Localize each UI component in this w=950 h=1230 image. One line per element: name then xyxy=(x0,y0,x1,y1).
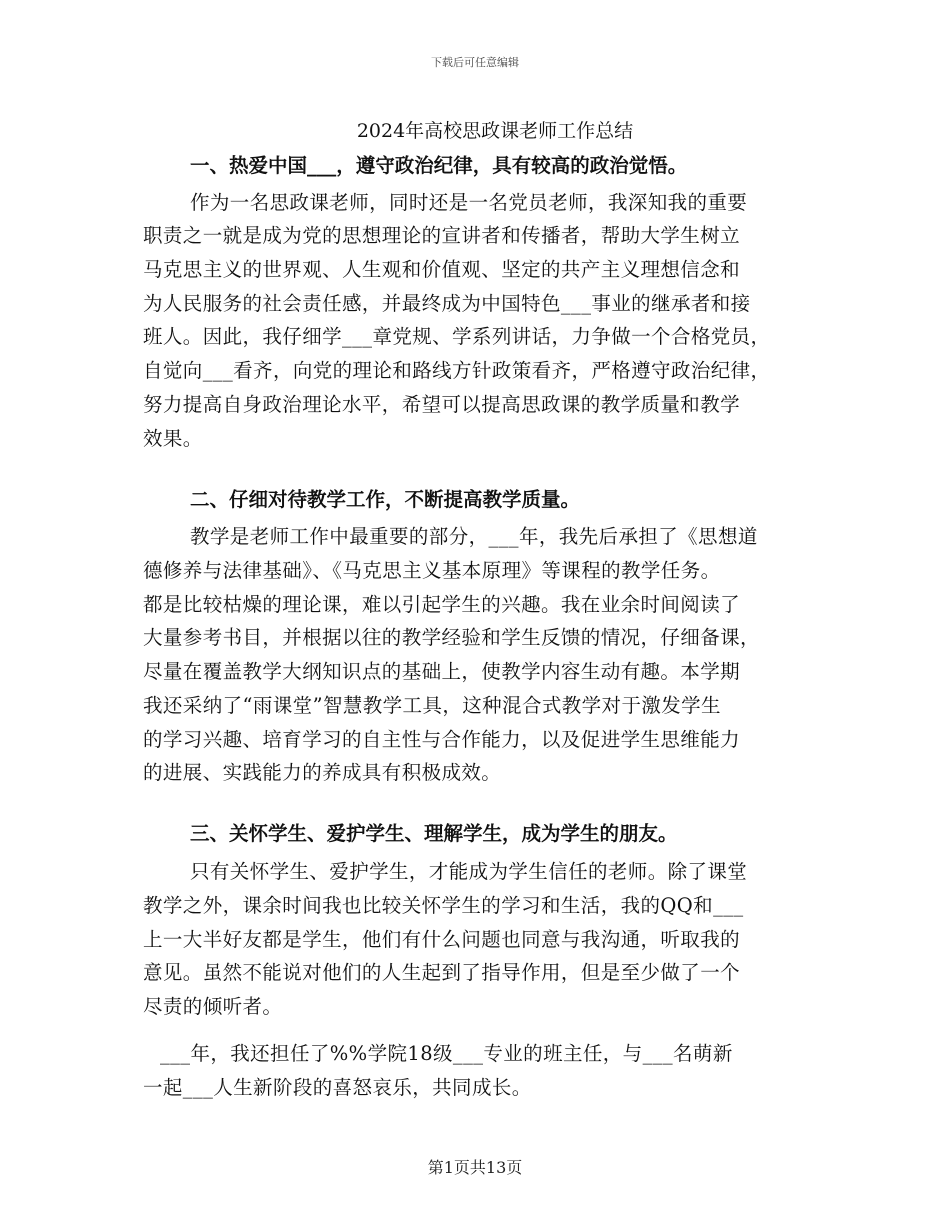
paragraph-line: 尽责的倾听者。 xyxy=(143,995,283,1018)
page-footer: 第1页共13页 xyxy=(427,1158,523,1177)
paragraph-line: 的学习兴趣、培育学习的自主性与合作能力，以及促进学生思维能力 xyxy=(143,728,741,751)
section-2-heading: 二、仔细对待教学工作，不断提高教学质量。 xyxy=(190,488,581,511)
paragraph-line: 一起___人生新阶段的喜怒哀乐，共同成长。 xyxy=(143,1076,532,1099)
document-title: 2024年高校思政课老师工作总结 xyxy=(356,120,634,142)
paragraph-line: 教学之外，课余时间我也比较关怀学生的学习和生活，我的QQ和___ xyxy=(143,894,744,917)
paragraph-line: 意见。虽然不能说对他们的人生起到了指导作用，但是至少做了一个 xyxy=(143,961,741,984)
paragraph-line: 效果。 xyxy=(143,427,203,450)
paragraph-line: 我还采纳了“雨课堂”智慧教学工具，这种混合式教学对于激发学生 xyxy=(143,694,721,717)
header-note: 下载后可任意编辑 xyxy=(431,56,519,69)
paragraph-line: ___年，我还担任了%%学院18级___专业的班主任，与___名萌新 xyxy=(160,1042,733,1065)
paragraph-line: 德修养与法律基础》、《马克思主义基本原理》等课程的教学任务。 xyxy=(143,559,721,582)
section-1-heading: 一、热爱中国___，遵守政治纪律，具有较高的政治觉悟。 xyxy=(190,154,688,177)
paragraph-line: 教学是老师工作中最重要的部分，___年，我先后承担了《思想道 xyxy=(190,525,758,548)
paragraph-line: 上一大半好友都是学生，他们有什么问题也同意与我沟通，听取我的 xyxy=(143,928,741,951)
paragraph-line: 都是比较枯燥的理论课，难以引起学生的兴趣。我在业余时间阅读了 xyxy=(143,593,741,616)
paragraph-line: 自觉向___看齐，向党的理论和路线方针政策看齐，严格遵守政治纪律， xyxy=(143,359,771,382)
paragraph-line: 努力提高自身政治理论水平，希望可以提高思政课的教学质量和教学 xyxy=(143,393,741,416)
paragraph-line: 作为一名思政课老师，同时还是一名党员老师，我深知我的重要 xyxy=(190,191,748,214)
paragraph-line: 班人。因此，我仔细学___章党规、学系列讲话，力争做一个合格党员， xyxy=(143,325,771,348)
section-3-heading: 三、关怀学生、爱护学生、理解学生，成为学生的朋友。 xyxy=(190,822,678,845)
paragraph-line: 为人民服务的社会责任感，并最终成为中国特色___事业的继承者和接 xyxy=(143,292,751,315)
paragraph-line: 的进展、实践能力的养成具有积极成效。 xyxy=(143,761,502,784)
paragraph-line: 只有关怀学生、爱护学生，才能成为学生信任的老师。除了课堂 xyxy=(190,860,748,883)
paragraph-line: 大量参考书目，并根据以往的教学经验和学生反馈的情况，仔细备课， xyxy=(143,626,760,649)
paragraph-line: 马克思主义的世界观、人生观和价值观、坚定的共产主义理想信念和 xyxy=(143,258,741,281)
paragraph-line: 尽量在覆盖教学大纲知识点的基础上，使教学内容生动有趣。本学期 xyxy=(143,660,741,683)
paragraph-line: 职责之一就是成为党的思想理论的宣讲者和传播者，帮助大学生树立 xyxy=(143,224,741,247)
